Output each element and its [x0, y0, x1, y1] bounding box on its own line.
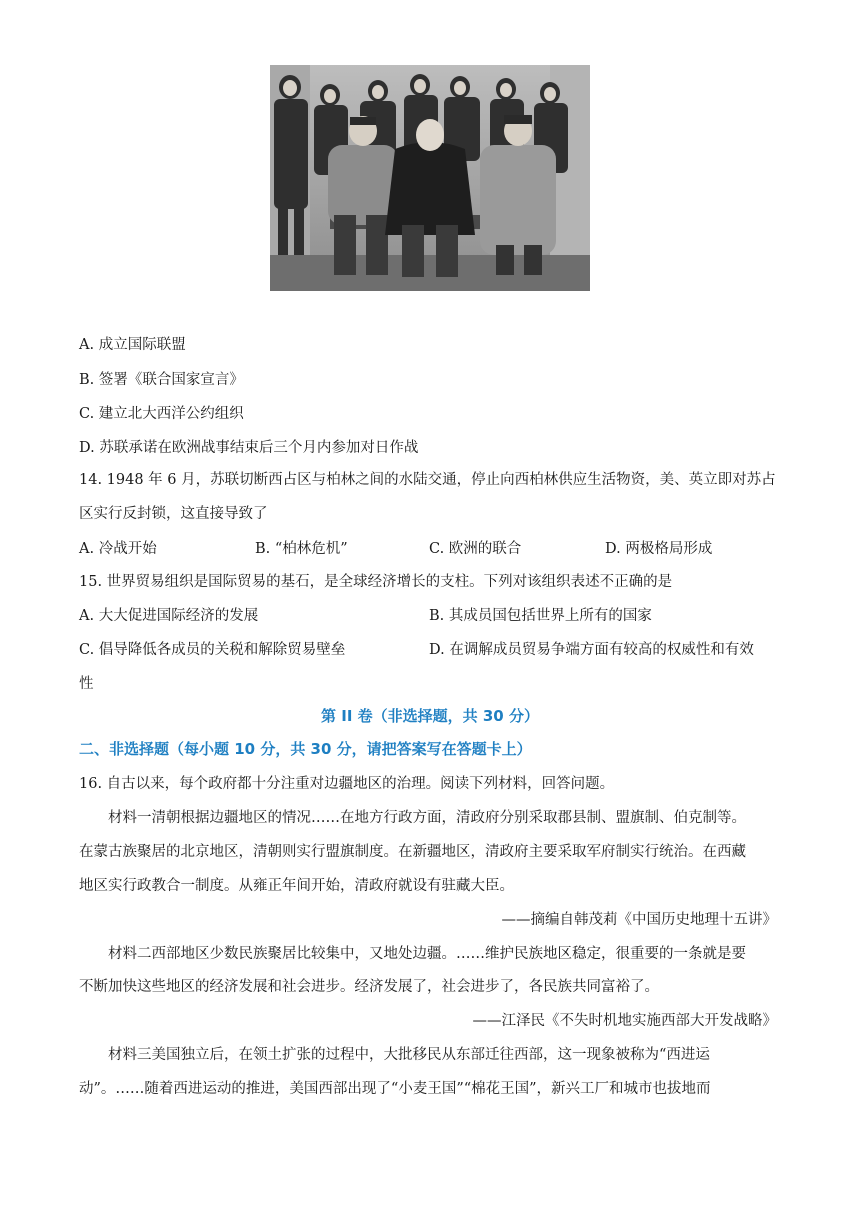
historical-group-photo-icon — [270, 65, 590, 291]
q15-option-b: B. 其成员国包括世界上所有的国家 — [429, 608, 652, 624]
q15-stem: 15. 世界贸易组织是国际贸易的基石，是全球经济增长的支柱。下列对该组织表述不正确的是 — [79, 574, 673, 590]
q15-option-d-wrap: 性 — [79, 676, 94, 692]
part2-heading: 二、非选择题（每小题 10 分，共 30 分，请把答案写在答题卡上） — [79, 740, 532, 758]
q16-material1-line1: 材料一清朝根据边疆地区的情况……在地方行政方面，清政府分别采取郡县制、盟旗制、伯克制等。 — [108, 810, 746, 826]
q16-material3-line2: 动”。……随着西进运动的推进，美国西部出现了“小麦王国”“棉花王国”，新兴工厂和城市也拔地而 — [79, 1081, 711, 1097]
q16-stem: 16. 自古以来，每个政府都十分注重对边疆地区的治理。阅读下列材料，回答问题。 — [79, 776, 615, 792]
q14-option-a: A. 冷战开始 — [79, 541, 157, 557]
q13-option-b: B. 签署《联合国家宣言》 — [79, 372, 244, 388]
q15-option-a: A. 大大促进国际经济的发展 — [79, 608, 259, 624]
q16-material2-line2: 不断加快这些地区的经济发展和社会进步。经济发展了，社会进步了，各民族共同富裕了。 — [79, 979, 659, 995]
q15-option-d: D. 在调解成员贸易争端方面有较高的权威性和有效 — [429, 642, 754, 658]
q14-option-c: C. 欧洲的联合 — [429, 541, 522, 557]
q16-material2-line1: 材料二西部地区少数民族聚居比较集中，又地处边疆。……维护民族地区稳定，很重要的一条就是要 — [108, 946, 746, 962]
q16-material1-line2: 在蒙古族聚居的北京地区，清朝则实行盟旗制度。在新疆地区，清政府主要采取军府制实行统治。在西藏 — [79, 844, 746, 860]
q16-material1-source: ——摘编自韩茂莉《中国历史地理十五讲》 — [501, 912, 777, 928]
q16-material3-line1: 材料三美国独立后，在领土扩张的过程中，大批移民从东部迁往西部，这一现象被称为“西进运 — [108, 1047, 710, 1063]
q14-option-b: B. “柏林危机” — [255, 541, 348, 557]
q14-stem-line1: 14. 1948 年 6 月，苏联切断西占区与柏林之间的水陆交通，停止向西柏林供应生活物资，美、英立即对苏占 — [79, 472, 776, 488]
historical-photo — [270, 65, 590, 291]
q16-material2-source: ——江泽民《不失时机地实施西部大开发战略》 — [472, 1013, 777, 1029]
part2-title: 第 II 卷（非选择题，共 30 分） — [321, 707, 539, 725]
q13-option-d: D. 苏联承诺在欧洲战事结束后三个月内参加对日作战 — [79, 440, 419, 456]
q13-option-c: C. 建立北大西洋公约组织 — [79, 406, 244, 422]
q14-option-d: D. 两极格局形成 — [605, 541, 713, 557]
q15-option-c: C. 倡导降低各成员的关税和解除贸易壁垒 — [79, 642, 346, 658]
q16-material1-line3: 地区实行政教合一制度。从雍正年间开始，清政府就设有驻藏大臣。 — [79, 878, 514, 894]
q13-option-a: A. 成立国际联盟 — [79, 337, 186, 353]
q14-stem-line2: 区实行反封锁，这直接导致了 — [79, 506, 268, 522]
